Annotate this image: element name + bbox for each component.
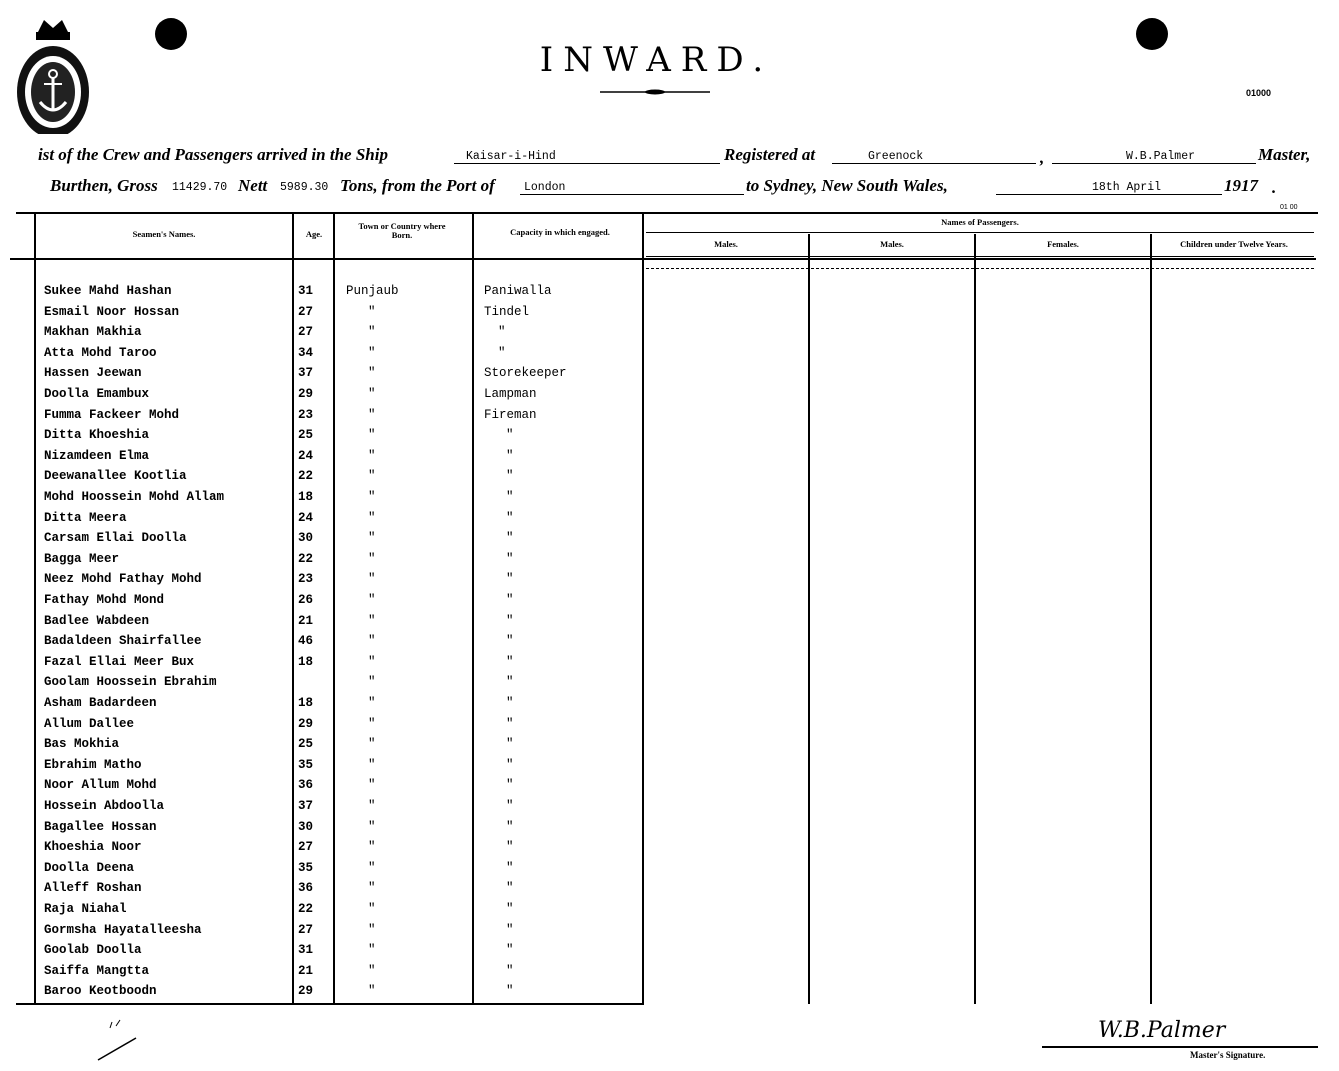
crew-name: Nizamdeen Elma <box>44 448 150 463</box>
crew-capacity: " <box>506 881 514 896</box>
registered-at: Greenock <box>868 150 924 163</box>
crew-capacity: " <box>506 613 514 628</box>
crew-name: Khoeshia Noor <box>44 840 142 855</box>
crew-town: " <box>368 510 376 525</box>
crew-age: 18 <box>298 696 314 710</box>
crew-age: 25 <box>298 737 314 752</box>
col-header-passengers: Names of Passengers. <box>941 217 1019 227</box>
crew-age: 23 <box>298 407 314 422</box>
crew-name: Bagga Meer <box>44 551 120 566</box>
crew-name: Badlee Wabdeen <box>44 613 150 628</box>
col-rule-age <box>292 214 294 1004</box>
registered-label: Registered at <box>724 145 816 164</box>
crew-town: " <box>368 572 376 587</box>
crew-age: 36 <box>298 881 314 896</box>
crew-town: " <box>368 696 376 710</box>
crew-town: " <box>368 366 376 381</box>
passengers-column-base-rule <box>646 256 1314 257</box>
crew-name: Bagallee Hossan <box>44 819 157 834</box>
ship-name: Kaisar-i-Hind <box>466 150 556 163</box>
crew-age: 29 <box>298 984 314 999</box>
comma: , <box>1040 148 1045 167</box>
crew-town: " <box>368 984 376 999</box>
crew-town: Punjaub <box>346 284 399 298</box>
crew-town: " <box>368 963 376 978</box>
crew-age: 22 <box>298 902 314 916</box>
crew-town: " <box>368 407 376 422</box>
crew-capacity: " <box>506 860 514 875</box>
crew-name: Alleff Roshan <box>44 881 142 896</box>
crew-capacity: " <box>506 737 514 752</box>
crew-capacity: " <box>506 531 514 546</box>
crew-name: Bas Mokhia <box>44 737 120 752</box>
crew-age: 31 <box>298 284 314 298</box>
crew-capacity: " <box>506 593 514 607</box>
crew-capacity: " <box>506 654 514 669</box>
nett-tons: 5989.30 <box>280 181 329 194</box>
crew-capacity: " <box>506 428 514 443</box>
crew-name: Gormsha Hayatalleesha <box>44 922 202 937</box>
registered-underline <box>832 163 1036 164</box>
crew-capacity: " <box>506 943 514 958</box>
crew-town: " <box>368 757 376 772</box>
crew-capacity: " <box>506 572 514 587</box>
crew-age: 26 <box>298 593 314 607</box>
crew-name: Baroo Keotboodn <box>44 984 157 999</box>
col-header-children: Children under Twelve Years. <box>1180 239 1288 249</box>
crew-town: " <box>368 654 376 669</box>
crew-age: 29 <box>298 387 314 401</box>
crew-capacity: " <box>506 984 514 999</box>
col-header-names: Seamen's Names. <box>132 229 196 239</box>
crew-town: " <box>368 819 376 834</box>
crew-capacity: " <box>506 922 514 937</box>
crew-age: 18 <box>298 490 314 504</box>
crew-capacity: " <box>506 757 514 772</box>
crew-name: Fazal Ellai Meer Bux <box>44 654 195 669</box>
master-name: W.B.Palmer <box>1126 150 1196 163</box>
crew-name: Ditta Meera <box>44 510 127 525</box>
crew-capacity: Fireman <box>484 407 537 422</box>
table-top-rule <box>16 212 1318 214</box>
crew-age: 22 <box>298 469 314 484</box>
arrival-date: 18th April <box>1092 181 1162 194</box>
crew-age: 24 <box>298 448 314 463</box>
burthen-label: Burthen, Gross <box>50 176 158 195</box>
arrival-year: 1917 <box>1224 176 1258 195</box>
crew-town: " <box>368 799 376 813</box>
crew-capacity: Paniwalla <box>484 284 552 298</box>
crew-name: Deewanallee Kootlia <box>44 469 187 484</box>
crew-age: 37 <box>298 799 314 813</box>
crew-age: 36 <box>298 778 314 793</box>
crew-capacity: " <box>506 902 514 916</box>
crew-capacity: " <box>506 448 514 463</box>
crew-town: " <box>368 428 376 443</box>
crew-age: 35 <box>298 757 314 772</box>
title-ornament-icon <box>600 89 710 95</box>
crew-name: Doolla Emambux <box>44 387 150 401</box>
col-header-females: Females. <box>1047 239 1079 249</box>
header-line1-prefix: ist of the Crew and Passengers arrived in the Ship <box>38 145 388 164</box>
crew-age: 21 <box>298 613 314 628</box>
crew-capacity: Lampman <box>484 387 537 401</box>
crew-town: " <box>368 902 376 916</box>
col-header-males-2: Males. <box>880 239 904 249</box>
crew-town: " <box>368 675 376 690</box>
col-rule-children <box>1150 234 1152 1004</box>
crew-age: 27 <box>298 922 314 937</box>
col-header-capacity: Capacity in which engaged. <box>510 227 610 237</box>
crew-town: " <box>368 469 376 484</box>
crew-age: 34 <box>298 345 314 360</box>
crew-name: Saiffa Mangtta <box>44 963 150 978</box>
signature-label: Master's Signature. <box>1190 1050 1266 1060</box>
crew-age: 30 <box>298 531 314 546</box>
crew-town: " <box>368 448 376 463</box>
col-header-males-1: Males. <box>714 239 738 249</box>
ship-underline <box>454 163 720 164</box>
col-rule-left <box>34 214 36 1004</box>
port-underline <box>520 194 744 195</box>
crew-age: 46 <box>298 634 314 649</box>
crew-town: " <box>368 387 376 401</box>
crew-town: " <box>368 345 376 360</box>
gross-tons: 11429.70 <box>172 181 228 194</box>
crew-town: " <box>368 943 376 958</box>
crew-name: Goolam Hoossein Ebrahim <box>44 675 217 690</box>
port-name: London <box>524 181 566 194</box>
crew-age: 25 <box>298 428 314 443</box>
crew-capacity: " <box>506 716 514 731</box>
master-underline <box>1052 163 1256 164</box>
master-signature: W.B.Palmer <box>1098 1018 1226 1043</box>
crew-name: Fumma Fackeer Mohd <box>44 407 180 422</box>
signature-rule <box>1042 1046 1318 1048</box>
crew-name: Raja Niahal <box>44 902 127 916</box>
crew-capacity: " <box>506 469 514 484</box>
crew-age: 29 <box>298 716 314 731</box>
crew-capacity: " <box>506 799 514 813</box>
crew-age: 31 <box>298 943 314 958</box>
table-bottom-rule <box>16 1003 644 1005</box>
crew-name: Ebrahim Matho <box>44 757 142 772</box>
crew-capacity: " <box>506 510 514 525</box>
crew-name: Hossein Abdoolla <box>44 799 165 813</box>
crew-name: Goolab Doolla <box>44 943 142 958</box>
crew-capacity: " <box>506 634 514 649</box>
crew-age: 37 <box>298 366 314 381</box>
crew-town: " <box>368 551 376 566</box>
crew-name: Doolla Deena <box>44 860 135 875</box>
crew-capacity: " <box>506 963 514 978</box>
crew-name: Makhan Makhia <box>44 325 142 340</box>
crew-name: Ditta Khoeshia <box>44 428 150 443</box>
crew-town: " <box>368 304 376 319</box>
col-header-age: Age. <box>305 229 323 239</box>
crew-age: 18 <box>298 654 314 669</box>
passengers-subhead-rule <box>646 232 1314 233</box>
crew-name: Sukee Mahd Hashan <box>44 284 172 298</box>
crew-name: Noor Allum Mohd <box>44 778 157 793</box>
crew-age: 27 <box>298 304 314 319</box>
crew-age: 30 <box>298 819 314 834</box>
crew-capacity: " <box>498 325 506 340</box>
dashed-rule <box>646 268 1314 269</box>
crew-town: " <box>368 860 376 875</box>
crew-capacity: " <box>506 696 514 710</box>
pencil-mark-icon <box>96 1018 140 1064</box>
crew-name: Badaldeen Shairfallee <box>44 634 202 649</box>
master-label: Master, <box>1258 145 1311 164</box>
col-rule-males2 <box>808 234 810 1004</box>
crew-age: 23 <box>298 572 314 587</box>
crew-town: " <box>368 737 376 752</box>
crew-name: Atta Mohd Taroo <box>44 345 157 360</box>
crew-name: Esmail Noor Hossan <box>44 304 180 319</box>
crew-town: " <box>368 613 376 628</box>
crew-town: " <box>368 634 376 649</box>
col-rule-females <box>974 234 976 1004</box>
crew-town: " <box>368 531 376 546</box>
crew-town: " <box>368 922 376 937</box>
crew-capacity: " <box>506 778 514 793</box>
crew-capacity: " <box>506 675 514 690</box>
crew-capacity: " <box>506 551 514 566</box>
col-rule-capacity <box>472 214 474 1004</box>
crew-name: Carsam Ellai Doolla <box>44 531 187 546</box>
crew-capacity: Tindel <box>484 304 530 319</box>
period: . <box>1272 178 1277 197</box>
crew-town: " <box>368 840 376 855</box>
nett-label: Nett <box>238 176 268 195</box>
crew-name: Mohd Hoossein Mohd Allam <box>44 490 225 504</box>
crew-town: " <box>368 778 376 793</box>
page-title: INWARD. <box>539 40 774 80</box>
crew-age: 35 <box>298 860 314 875</box>
form-code: 01000 <box>1246 88 1272 98</box>
crew-capacity: " <box>506 819 514 834</box>
col-rule-town <box>333 214 335 1004</box>
crew-name: Neez Mohd Fathay Mohd <box>44 572 202 587</box>
crew-capacity: " <box>506 840 514 855</box>
small-code: 01 00 <box>1280 204 1298 211</box>
crew-age: 21 <box>298 963 314 978</box>
crew-town: " <box>368 490 376 504</box>
crew-town: " <box>368 325 376 340</box>
crew-capacity: " <box>498 345 506 360</box>
col-header-town: Town or Country where Born. <box>358 221 446 240</box>
crew-age: 27 <box>298 840 314 855</box>
tons-label: Tons, from the Port of <box>340 176 495 195</box>
table-head-rule <box>10 258 1316 260</box>
date-underline <box>996 194 1222 195</box>
crew-age: 24 <box>298 510 314 525</box>
crew-capacity: Storekeeper <box>484 366 567 381</box>
crew-capacity: " <box>506 490 514 504</box>
crew-age: 22 <box>298 551 314 566</box>
crew-name: Hassen Jeewan <box>44 366 142 381</box>
crew-town: " <box>368 881 376 896</box>
crew-town: " <box>368 716 376 731</box>
crew-town: " <box>368 593 376 607</box>
col-rule-passengers <box>642 214 644 1004</box>
destination-label: to Sydney, New South Wales, <box>746 176 948 195</box>
crew-age: 27 <box>298 325 314 340</box>
crew-name: Asham Badardeen <box>44 696 157 710</box>
crew-name: Fathay Mohd Mond <box>44 593 165 607</box>
crew-name: Allum Dallee <box>44 716 135 731</box>
